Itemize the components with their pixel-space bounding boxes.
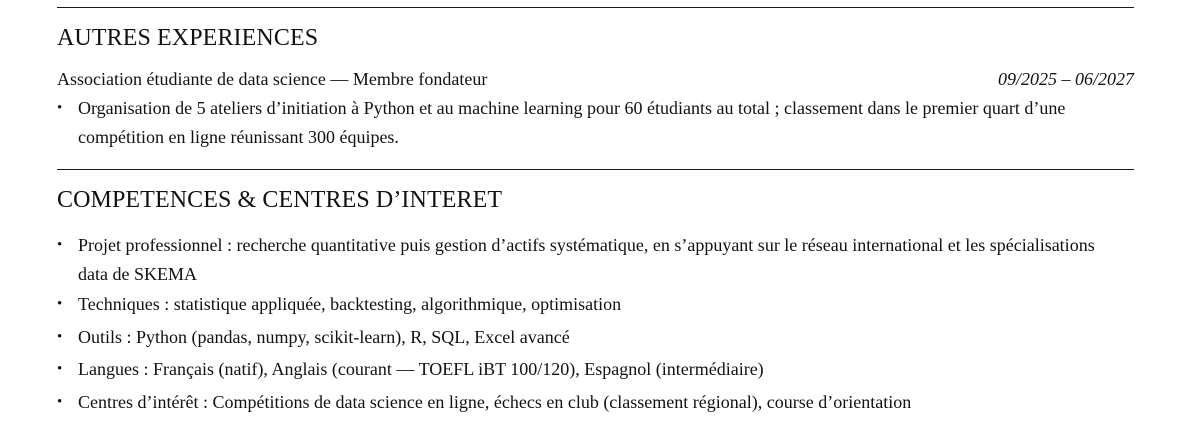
cv-page xyxy=(57,0,1134,416)
list-item xyxy=(57,290,1108,319)
competences-bullet-list xyxy=(57,231,1134,416)
bullet-icon: • xyxy=(57,237,63,253)
bullet-icon: • xyxy=(57,393,63,410)
bullet-icon: • xyxy=(57,100,63,116)
list-item-text: Outils : Python (pandas, numpy, scikit-learn), R, SQL, Excel avancé xyxy=(78,326,570,347)
section-title-competences: COMPETENCES & CENTRES D’INTERET xyxy=(57,187,503,213)
list-item-text: Techniques : statistique appliquée, backtesting, algorithmique, optimisation xyxy=(78,294,622,314)
list-item xyxy=(57,355,1108,384)
section-divider xyxy=(57,7,1134,8)
list-item xyxy=(57,388,1108,417)
section-divider xyxy=(57,169,1134,170)
experience-organization-role: Association étudiante de data science — Membre fondateur xyxy=(57,69,488,89)
experience-bullet-list xyxy=(57,94,1134,151)
list-item xyxy=(57,94,1108,151)
bullet-icon: • xyxy=(57,328,63,345)
list-item-text: Organisation de 5 ateliers d’initiation à Python et au machine learning pour 60 étudiants au total ; classement dans le premier quart d’une compétition en ligne réunissant 300 équipes. xyxy=(78,98,1066,147)
bullet-icon: • xyxy=(57,296,63,312)
list-item xyxy=(57,231,1108,288)
experience-dates: 09/2025 – 06/2027 xyxy=(997,69,1134,89)
list-item-text: Langues : Français (natif), Anglais (courant — TOEFL iBT 100/120), Espagnol (intermédiaire) xyxy=(78,359,764,379)
section-title-experiences: AUTRES EXPERIENCES xyxy=(57,25,319,51)
bullet-icon: • xyxy=(57,361,63,377)
list-item xyxy=(57,323,1108,352)
experience-entry-header xyxy=(57,67,1134,91)
list-item-text: Centres d’intérêt : Compétitions de data science en ligne, échecs en club (classement régional), course d’orientation xyxy=(78,391,912,412)
list-item-text: Projet professionnel : recherche quantitative puis gestion d’actifs systématique, en s’appuyant sur le réseau international et les spécialisations data de SKEMA xyxy=(78,235,1095,284)
